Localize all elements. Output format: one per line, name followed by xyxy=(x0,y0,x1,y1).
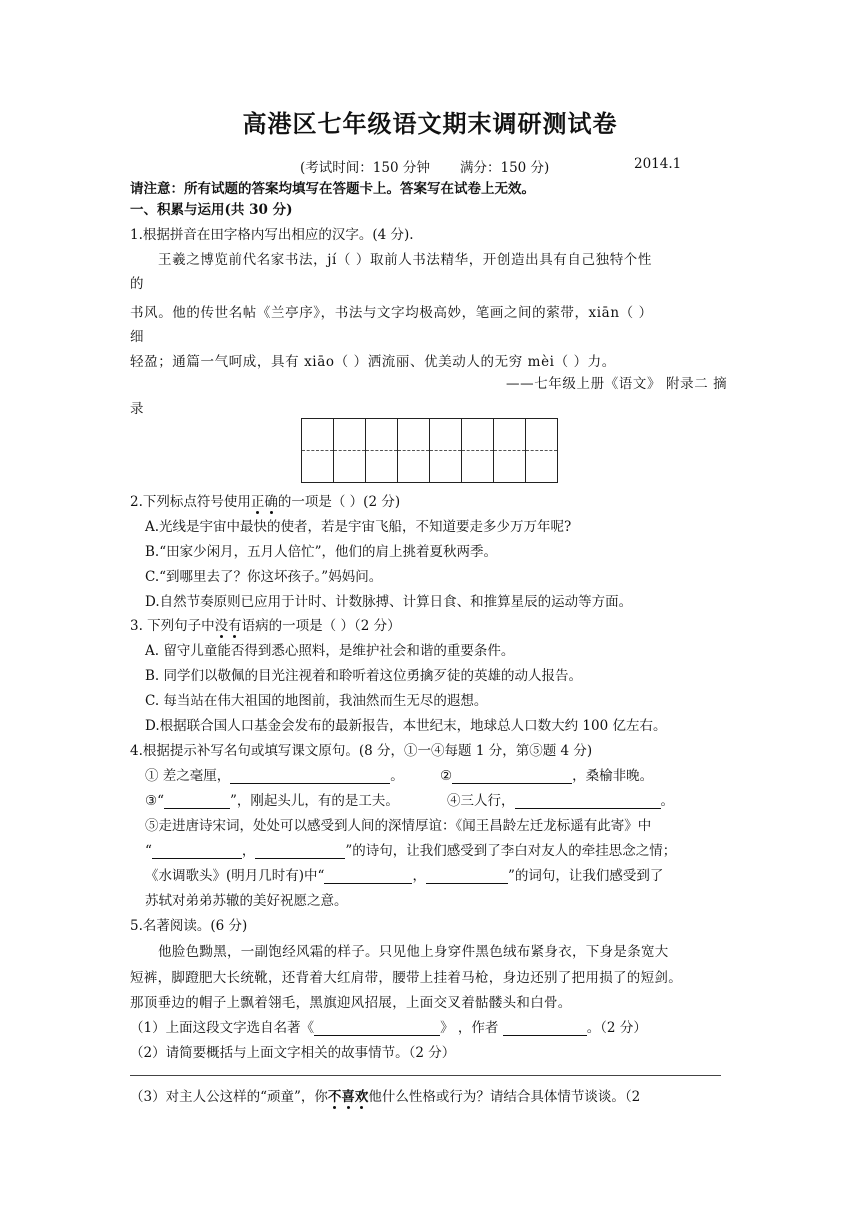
q3-option-a: A. 留守儿童能否得到悉心照料，是维护社会和谐的重要条件。 xyxy=(145,643,515,659)
q2-stem-emphasis xyxy=(251,494,278,510)
grid-cell xyxy=(366,451,398,483)
answer-blank xyxy=(515,794,661,809)
q2-stem-a: 2.下列标点符号使用 xyxy=(130,494,251,510)
emphasis-char: 喜 xyxy=(341,1089,355,1105)
grid-cell xyxy=(462,419,494,451)
q5-sub2: （2）请简要概括与上面文字相关的故事情节。（2 分） xyxy=(130,1045,456,1061)
grid-cell xyxy=(366,419,398,451)
q4-item-5-line3-start: 《水调歌头》(明月几时有)中“ xyxy=(145,868,325,884)
q4-item-1-text: ① 差之毫厘， xyxy=(145,768,231,784)
q5-passage-line3: 那顶垂边的帽子上飘着翎毛，黑旗迎风招展，上面交叉着骷髅头和白骨。 xyxy=(130,995,572,1011)
q4-item-3-text: ③“ xyxy=(145,793,165,809)
q1-source: ——七年级上册《语文》 附录二 摘 xyxy=(506,376,728,392)
q5-sub3-emphasis xyxy=(328,1089,369,1105)
q5-passage-line2: 短裤，脚蹬肥大长统靴，还背着大红肩带，腰带上挂着马枪，身边还别了把用损了的短剑。 xyxy=(130,970,682,986)
emphasis-char: 不 xyxy=(327,1089,342,1105)
q1-stem: 1.根据拼音在田字格内写出相应的汉字。(4 分). xyxy=(130,227,414,243)
q5-sub1-score: 。（2 分） xyxy=(586,1020,647,1036)
q2-stem-c: 的一项是（ ）(2 分) xyxy=(277,494,401,510)
q4-item-2 xyxy=(440,764,653,784)
tianzige-grid xyxy=(301,418,558,483)
comma: ， xyxy=(241,843,256,859)
answer-blank xyxy=(324,869,412,884)
answer-blank xyxy=(314,1021,440,1036)
q4-item-3-end: ”，刚起头儿，有的是工夫。 xyxy=(230,793,399,809)
answer-blank xyxy=(164,794,230,809)
q3-option-d: D.根据联合国人口基金会发布的最新报告，本世纪末，地球总人口数大约 100 亿左右。 xyxy=(145,718,667,734)
q4-item-3 xyxy=(145,789,399,809)
emphasis-char: 没 xyxy=(214,618,229,634)
exam-date: 2014.1 xyxy=(634,156,682,172)
answer-blank xyxy=(503,1021,587,1036)
answer-rule xyxy=(130,1075,721,1076)
q2-option-b: B.“田家少闲月，五月人倍忙”，他们的肩上挑着夏秋两季。 xyxy=(145,544,498,560)
q2-stem xyxy=(130,490,400,510)
section-heading-1: 一、积累与运用(共 30 分) xyxy=(130,202,293,218)
q4-item-4-end: 。 xyxy=(660,793,674,809)
q5-sub1-author: 》 ，作者 xyxy=(440,1020,499,1036)
q1-text-line2b: 细 xyxy=(130,329,144,345)
q4-item-4 xyxy=(447,789,674,809)
q5-stem: 5.名著阅读。(6 分) xyxy=(130,918,248,934)
answer-blank xyxy=(452,769,572,784)
q4-stem: 4.根据提示补写名句或填写课文原句。(8 分，①一④每题 1 分，第⑤题 4 分) xyxy=(130,743,593,759)
emphasis-char: 正 xyxy=(250,494,265,510)
q4-item-5-line3-end: ”的词句，让我们感受到了 xyxy=(507,868,664,884)
grid-cell xyxy=(398,419,430,451)
q1-text-line1b: 的 xyxy=(130,276,144,292)
exam-title: 高港区七年级语文期末调研测试卷 xyxy=(242,109,618,138)
notice: 请注意：所有试题的答案均填写在答题卡上。答案写在试卷上无效。 xyxy=(130,181,535,197)
q4-item-5-line2-end: ”的诗句，让我们感受到了李白对友人的牵挂思念之情； xyxy=(345,843,677,859)
q5-sub3 xyxy=(130,1085,640,1105)
q3-stem-c: 语病的一项是（ ）（2 分） xyxy=(241,618,401,634)
q1-text-line2: 书风。他的传世名帖《兰亭序》，书法与文字均极高妙，笔画之间的萦带，xiān（ ） xyxy=(130,305,653,321)
q1-text-line1: 王羲之博览前代名家书法，jí（ ）取前人书法精华，开创造出具有自己独特个性 xyxy=(158,252,652,268)
q1-source-tail: 录 xyxy=(130,401,144,417)
exam-time: (考试时间：150 分钟 xyxy=(300,160,430,176)
q5-passage-line1: 他脸色黝黑，一副饱经风霜的样子。只见他上身穿件黑色绒布紧身衣，下身是条宽大 xyxy=(158,944,669,960)
grid-cell xyxy=(334,419,366,451)
q5-sub1 xyxy=(130,1016,647,1036)
q2-option-d: D.自然节奏原则已应用于计时、计数脉搏、计算日食、和推算星辰的运动等方面。 xyxy=(145,594,633,610)
quote-open: “ xyxy=(145,843,152,859)
answer-blank xyxy=(230,769,390,784)
q3-stem-emphasis xyxy=(215,618,242,634)
answer-blank xyxy=(152,844,242,859)
grid-cell xyxy=(526,451,558,483)
grid-cell xyxy=(526,419,558,451)
q4-item-5-line3 xyxy=(145,864,663,884)
grid-cell xyxy=(494,419,526,451)
q4-item-2-text: ② xyxy=(440,768,453,784)
answer-blank xyxy=(255,844,345,859)
q1-text-line3: 轻盈；通篇一气呵成，具有 xiāo（ ）洒流丽、优美动人的无穷 mèi（ ）力。 xyxy=(130,354,616,370)
q4-item-5-line4: 苏轼对弟弟苏辙的美好祝愿之意。 xyxy=(145,893,348,909)
grid-cell xyxy=(462,451,494,483)
q2-option-c: C.“到哪里去了？你这坏孩子。”妈妈问。 xyxy=(145,569,383,585)
q4-item-5-line2 xyxy=(145,839,676,859)
q3-stem-a: 3. 下列句子中 xyxy=(130,618,215,634)
q5-sub3-text-c: 他什么性格或行为？请结合具体情节谈谈。（2 xyxy=(368,1089,641,1105)
grid-cell xyxy=(430,451,462,483)
q2-option-a: A.光线是宇宙中最快的使者，若是宇宙飞船，不知道要走多少万万年呢? xyxy=(145,519,572,535)
grid-cell xyxy=(398,451,430,483)
grid-cell xyxy=(302,451,334,483)
q3-option-c: C. 每当站在伟大祖国的地图前，我油然而生无尽的遐想。 xyxy=(145,693,488,709)
q5-sub3-text-a: （3）对主人公这样的“顽童”，你 xyxy=(130,1089,328,1105)
emphasis-char: 欢 xyxy=(354,1089,369,1105)
emphasis-char: 有 xyxy=(228,618,242,634)
grid-cell xyxy=(494,451,526,483)
q4-item-1-end: 。 xyxy=(390,768,404,784)
answer-blank xyxy=(426,869,508,884)
q4-item-1 xyxy=(145,764,404,784)
q3-stem xyxy=(130,614,401,634)
q5-sub1-text: （1）上面这段文字选自名著《 xyxy=(130,1020,315,1036)
grid-cell xyxy=(430,419,462,451)
q4-item-5-intro: ⑤走进唐诗宋词，处处可以感受到人间的深情厚谊：《闻王昌龄左迁龙标遥有此寄》中 xyxy=(145,818,652,834)
grid-cell xyxy=(334,451,366,483)
q3-option-b: B. 同学们以敬佩的目光注视着和聆听着这位勇擒歹徒的英雄的动人报告。 xyxy=(145,668,583,684)
emphasis-char: 确 xyxy=(264,494,278,510)
exam-score: 满分：150 分) xyxy=(460,160,550,176)
q4-item-2-end: ，桑榆非晚。 xyxy=(572,768,654,784)
grid-cell xyxy=(302,419,334,451)
comma: ， xyxy=(412,868,426,884)
q4-item-4-text: ④三人行， xyxy=(447,793,515,809)
